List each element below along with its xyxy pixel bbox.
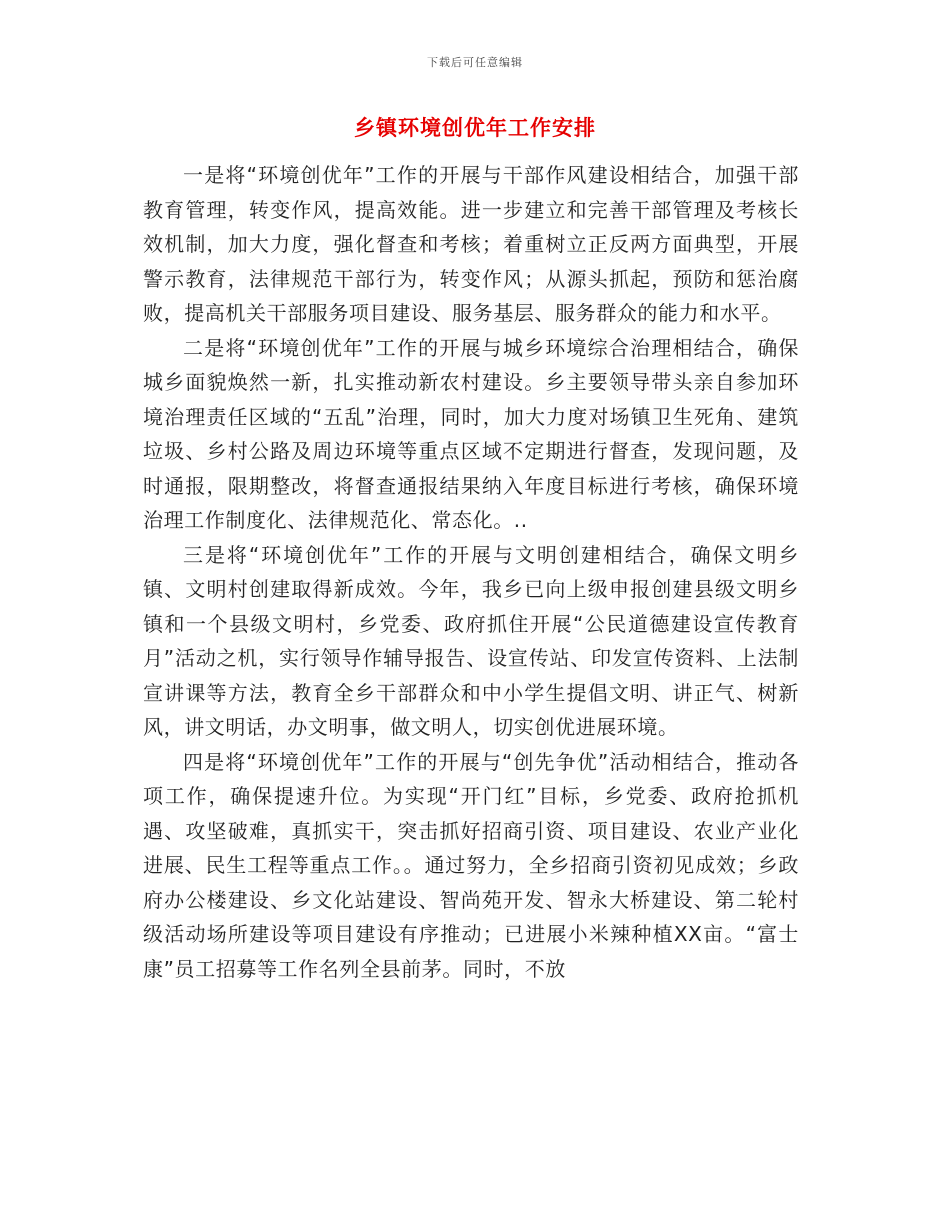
page-header-note: 下载后可任意编辑 [427, 56, 523, 69]
paragraph-3: 三是将“环境创优年”工作的开展与文明创建相结合，确保文明乡镇、文明村创建取得新成效。今年，我乡已向上级申报创建县级文明乡镇和一个县级文明村，乡党委、政府抓住开展“公民道德建设宣传教育月”活动之机，实行领导作辅导报告、设宣传站、印发宣传资料、上法制宣讲课等方法，教育全乡干部群众和中小学生提倡文明、讲正气、树新风，讲文明话，办文明事，做文明人，切实创优进展环境。 [143, 542, 799, 739]
document-body [143, 158, 799, 986]
paragraph-2: 二是将“环境创优年”工作的开展与城乡环境综合治理相结合，确保城乡面貌焕然一新，扎实推动新农村建设。乡主要领导带头亲自参加环境治理责任区域的“五乱”治理，同时，加大力度对场镇卫生死角、建筑垃圾、乡村公路及周边环境等重点区域不定期进行督查，发现问题，及时通报，限期整改，将督查通报结果纳入年度目标进行考核，确保环境治理工作制度化、法律规范化、常态化。.. [143, 335, 799, 532]
paragraph-4: 四是将“环境创优年”工作的开展与“创先争优”活动相结合，推动各项工作，确保提速升位。为实现“开门红”目标，乡党委、政府抢抓机遇、攻坚破难，真抓实干，突击抓好招商引资、项目建设、农业产业化进展、民生工程等重点工作。。通过努力，全乡招商引资初见成效；乡政府办公楼建设、乡文化站建设、智尚苑开发、智永大桥建设、第二轮村级活动场所建设等项目建设有序推动；已进展小米辣种植XX亩。“富士康”员工招募等工作名列全县前茅。同时，不放 [143, 749, 799, 981]
paragraph-1: 一是将“环境创优年”工作的开展与干部作风建设相结合，加强干部教育管理，转变作风，提高效能。进一步建立和完善干部管理及考核长效机制，加大力度，强化督查和考核；着重树立正反两方面典型，开展警示教育，法律规范干部行为，转变作风；从源头抓起，预防和惩治腐败，提高机关干部服务项目建设、服务基层、服务群众的能力和水平。 [143, 163, 799, 325]
document-title: 乡镇环境创优年工作安排 [354, 116, 596, 140]
